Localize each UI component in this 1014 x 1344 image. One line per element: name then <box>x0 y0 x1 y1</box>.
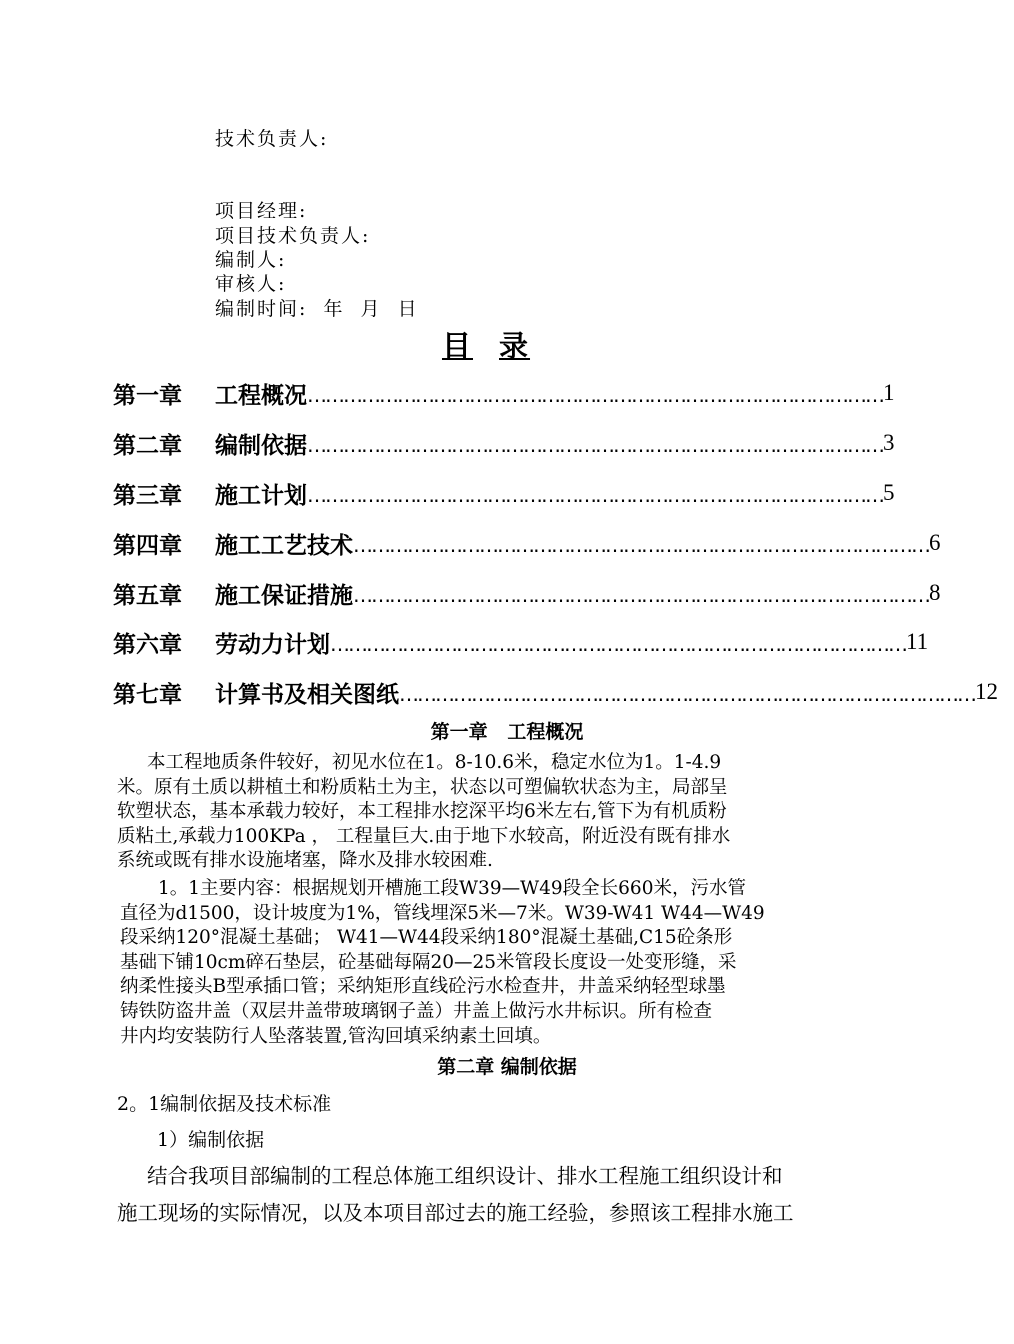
toc-page: 5 <box>883 480 895 505</box>
toc-page: 8 <box>929 580 941 605</box>
toc-chapter: 第六章 <box>113 631 182 658</box>
compiler-label: 编制人: <box>215 249 287 271</box>
text-line: 质粘土,承载力100KPa ， 工程量巨大.由于地下水较高，附近没有既有排水 <box>117 825 731 847</box>
text-line: 铸铁防盗井盖（双层井盖带玻璃钢子盖）井盖上做污水井标识。所有检查 <box>120 1000 713 1022</box>
toc-chapter: 第三章 <box>113 482 182 509</box>
toc-leader: …………………………………………………………………………………… <box>307 433 883 457</box>
toc-page: 6 <box>929 530 941 555</box>
chapter2-text-line-2: 施工现场的实际情况，以及本项目部过去的施工经验，参照该工程排水施工 <box>117 1201 794 1225</box>
toc-item[interactable] <box>113 376 895 410</box>
toc-title <box>0 324 972 365</box>
section-2-1-heading: 2。1编制依据及技术标准 <box>117 1093 332 1115</box>
text-line: 米。原有土质以耕植土和粉质粘土为主，状态以可塑偏软状态为主，局部呈 <box>117 776 728 798</box>
toc-title-char-2: 录 <box>499 329 531 363</box>
toc-chapter: 第二章 <box>113 432 182 459</box>
toc-chapter: 第四章 <box>113 532 182 559</box>
text-line: 软塑状态，基本承载力较好，本工程排水挖深平均6米左右,管下为有机质粉 <box>117 801 727 823</box>
text-line: 井内均安装防行人坠落装置,管沟回填采纳素土回填。 <box>120 1025 552 1047</box>
chapter1-paragraph-2 <box>120 877 860 1049</box>
toc-item[interactable] <box>113 526 941 560</box>
toc-chapter: 第七章 <box>113 681 182 708</box>
toc-leader: …………………………………………………………………………………… <box>353 533 929 557</box>
toc-title-char-1: 目 <box>441 329 473 363</box>
toc-title-text: 施工保证措施 <box>215 582 353 609</box>
toc-item[interactable] <box>113 576 941 610</box>
toc-chapter: 第五章 <box>113 582 182 609</box>
toc-item[interactable] <box>113 426 895 460</box>
toc-leader: …………………………………………………………………………………… <box>330 632 906 656</box>
toc-leader: …………………………………………………………………………………… <box>399 682 975 706</box>
toc-title-text: 计算书及相关图纸 <box>215 681 399 708</box>
text-line: 纳柔性接头B型承插口管；采纳矩形直线砼污水检查井，井盖采纳轻型球墨 <box>120 976 726 998</box>
toc-title-text: 施工计划 <box>215 482 307 509</box>
compile-time-label: 编制时间: 年 月 日 <box>215 298 419 320</box>
reviewer-label: 审核人: <box>215 273 287 295</box>
text-line: 1。1主要内容：根据规划开槽施工段W39—W49段全长660米，污水管 <box>158 878 746 899</box>
project-manager-label: 项目经理: <box>215 200 308 222</box>
toc-item[interactable] <box>113 476 895 510</box>
toc-leader: …………………………………………………………………………………… <box>307 383 883 407</box>
toc-item[interactable] <box>113 625 929 659</box>
toc-page: 3 <box>883 430 895 455</box>
text-line: 段采纳120°混凝土基础； W41—W44段采纳180°混凝土基础,C15砼条形 <box>120 927 733 949</box>
chapter1-heading: 第一章 工程概况 <box>430 721 584 743</box>
tech-lead-label: 技术负责人: <box>215 128 329 150</box>
chapter2-heading: 第二章 编制依据 <box>437 1056 577 1078</box>
subsection-basis: 1）编制依据 <box>157 1129 265 1151</box>
text-line: 本工程地质条件较好，初见水位在1。8-10.6米，稳定水位为1。1-4.9 <box>147 752 722 773</box>
chapter1-paragraph-1 <box>117 751 857 874</box>
toc-page: 1 <box>883 380 895 405</box>
toc-title-text: 劳动力计划 <box>215 631 330 658</box>
toc-title-text: 施工工艺技术 <box>215 532 353 559</box>
text-line: 基础下铺10cm碎石垫层，砼基础每隔20—25米管段长度设一处变形缝，采 <box>120 951 737 973</box>
toc-item[interactable] <box>113 675 998 709</box>
toc-page: 12 <box>975 679 998 704</box>
toc-leader: …………………………………………………………………………………… <box>307 483 883 507</box>
toc-title-text: 编制依据 <box>215 432 307 459</box>
text-line: 系统或既有排水设施堵塞，降水及排水较困难. <box>117 850 493 872</box>
project-tech-lead-label: 项目技术负责人: <box>215 225 371 247</box>
toc-title-text: 工程概况 <box>215 382 307 409</box>
chapter2-text-line-1: 结合我项目部编制的工程总体施工组织设计、排水工程施工组织设计和 <box>147 1164 783 1188</box>
toc-chapter: 第一章 <box>113 382 182 409</box>
toc-page: 11 <box>906 629 929 654</box>
text-line: 直径为d1500，设计坡度为1%，管线埋深5米—7米。W39-W41 W44—W49 <box>120 902 765 924</box>
toc-leader: …………………………………………………………………………………… <box>353 583 929 607</box>
